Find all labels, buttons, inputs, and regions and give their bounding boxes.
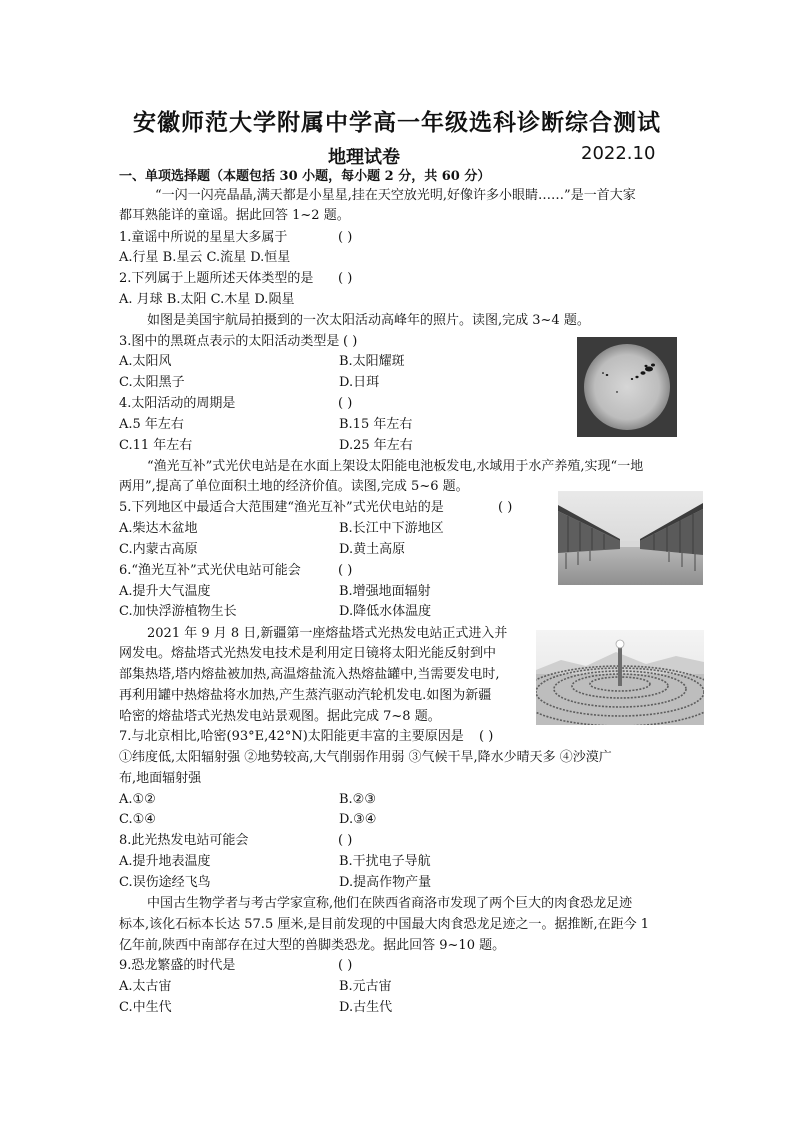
sunspot-photo bbox=[577, 337, 677, 437]
question-5-stem: 5.下列地区中最适合大范围建“渔光互补”式光伏电站的是 bbox=[119, 500, 444, 515]
sun-disk bbox=[584, 344, 670, 430]
question-3-option-d: D.日珥 bbox=[339, 375, 380, 390]
passage-5-line-3: 亿年前,陕西中南部存在过大型的兽脚类恐龙。据此回答 9~10 题。 bbox=[119, 938, 506, 953]
question-8-stem: 8.此光热发电站可能会 bbox=[119, 833, 249, 848]
question-6-option-c: C.加快浮游植物生长 bbox=[119, 604, 237, 619]
question-6-option-b: B.增强地面辐射 bbox=[339, 584, 431, 599]
question-7-option-c: C.①④ bbox=[119, 812, 156, 827]
question-1-options: A.行星 B.星云 C.流星 D.恒星 bbox=[119, 250, 291, 265]
question-4-blank: ( ) bbox=[338, 396, 353, 411]
question-6-option-a: A.提升大气温度 bbox=[119, 584, 211, 599]
question-7-blank: ( ) bbox=[479, 729, 494, 744]
question-7-items-line-1: ①纬度低,太阳辐射强 ②地势较高,大气削弱作用弱 ③气候干旱,降水少晴天多 ④沙漠广 bbox=[119, 750, 612, 765]
question-2-blank: ( ) bbox=[338, 271, 353, 286]
question-8-option-c: C.误伤途经飞鸟 bbox=[119, 875, 211, 890]
exam-title: 安徽师范大学附属中学高一年级选科诊断综合测试 bbox=[133, 109, 661, 136]
passage-4-line-3: 部集热塔,塔内熔盐被加热,高温熔盐流入热熔盐罐中,当需要发电时, bbox=[119, 667, 500, 682]
passage-5-line-2: 标本,该化石标本长达 57.5 厘米,是目前发现的中国最大肉食恐龙足迹之一。据推断,在距今 1 bbox=[119, 917, 650, 932]
question-1-stem: 1.童谣中所说的星星大多属于 bbox=[119, 230, 288, 245]
question-8-blank: ( ) bbox=[338, 833, 353, 848]
exam-date: 2022.10 bbox=[581, 143, 656, 164]
question-7-option-b: B.②③ bbox=[339, 792, 376, 807]
question-4-option-c: C.11 年左右 bbox=[119, 438, 193, 453]
question-9-option-c: C.中生代 bbox=[119, 1000, 172, 1015]
passage-4-line-5: 哈密的熔盐塔式光热发电站景观图。据此完成 7~8 题。 bbox=[119, 709, 441, 724]
question-4-option-a: A.5 年左右 bbox=[119, 417, 184, 432]
question-5-option-b: B.长江中下游地区 bbox=[339, 521, 444, 536]
question-3-option-b: B.太阳耀斑 bbox=[339, 354, 405, 369]
question-5-option-a: A.柴达木盆地 bbox=[119, 521, 198, 536]
section-heading: 一、单项选择题（本题包括 30 小题，每小题 2 分，共 60 分） bbox=[119, 169, 491, 184]
question-5-blank: ( ) bbox=[498, 500, 513, 515]
question-7-stem: 7.与北京相比,哈密(93°E,42°N)太阳能更丰富的主要原因是 bbox=[119, 729, 464, 744]
question-3-option-c: C.太阳黑子 bbox=[119, 375, 185, 390]
passage-4-line-1: 2021 年 9 月 8 日,新疆第一座熔盐塔式光热发电站正式进入并 bbox=[147, 626, 508, 641]
question-9-option-a: A.太古宙 bbox=[119, 979, 172, 994]
question-7-items-line-2: 布,地面辐射强 bbox=[119, 771, 202, 786]
question-3-blank: ( ) bbox=[343, 334, 358, 349]
question-7-option-d: D.③④ bbox=[339, 812, 377, 827]
question-4-stem: 4.太阳活动的周期是 bbox=[119, 396, 236, 411]
question-3-option-a: A.太阳风 bbox=[119, 354, 172, 369]
question-2-stem: 2.下列属于上题所述天体类型的是 bbox=[119, 271, 314, 286]
exam-subtitle: 地理试卷 bbox=[328, 147, 400, 168]
question-9-stem: 9.恐龙繁盛的时代是 bbox=[119, 958, 236, 973]
question-9-option-d: D.古生代 bbox=[339, 1000, 393, 1015]
question-3-stem: 3.图中的黑斑点表示的太阳活动类型是 bbox=[119, 334, 340, 349]
question-4-option-b: B.15 年左右 bbox=[339, 417, 413, 432]
question-9-option-b: B.元古宙 bbox=[339, 979, 392, 994]
question-6-stem: 6.“渔光互补”式光伏电站可能会 bbox=[119, 563, 301, 578]
question-8-option-b: B.干扰电子导航 bbox=[339, 854, 431, 869]
passage-4-line-4: 再利用罐中热熔盐将水加热,产生蒸汽驱动汽轮机发电.如图为新疆 bbox=[119, 688, 492, 703]
question-2-options: A. 月球 B.太阳 C.木星 D.陨星 bbox=[119, 292, 295, 307]
passage-5-line-1: 中国古生物学者与考古学家宣称,他们在陕西省商洛市发现了两个巨大的肉食恐龙足迹 bbox=[147, 896, 633, 911]
passage-3-line-2: 两用”,提高了单位面积土地的经济价值。读图,完成 5~6 题。 bbox=[119, 479, 469, 494]
question-9-blank: ( ) bbox=[338, 958, 353, 973]
question-8-option-a: A.提升地表温度 bbox=[119, 854, 211, 869]
passage-2-line-1: 如图是美国宇航局拍摄到的一次太阳活动高峰年的照片。读图,完成 3~4 题。 bbox=[147, 313, 590, 328]
solar-thermal-plant-photo bbox=[536, 630, 704, 725]
passage-4-line-2: 网发电。熔盐塔式光热发电技术是利用定日镜将太阳光能反射到中 bbox=[119, 646, 497, 661]
question-6-blank: ( ) bbox=[338, 563, 353, 578]
question-6-option-d: D.降低水体温度 bbox=[339, 604, 432, 619]
question-1-blank: ( ) bbox=[338, 230, 353, 245]
question-8-option-d: D.提高作物产量 bbox=[339, 875, 432, 890]
question-5-option-c: C.内蒙古高原 bbox=[119, 542, 198, 557]
passage-1-line-2: 都耳熟能详的童谣。据此回答 1~2 题。 bbox=[119, 208, 350, 223]
passage-3-line-1: “渔光互补”式光伏电站是在水面上架设太阳能电池板发电,水域用于水产养殖,实现“一地 bbox=[147, 459, 644, 474]
fishery-solar-photo bbox=[558, 491, 703, 585]
question-5-option-d: D.黄土高原 bbox=[339, 542, 406, 557]
question-7-option-a: A.①② bbox=[119, 792, 156, 807]
passage-1-line-1: “一闪一闪亮晶晶,满天都是小星星,挂在天空放光明,好像许多小眼睛……”是一首大家 bbox=[155, 188, 636, 203]
question-4-option-d: D.25 年左右 bbox=[339, 438, 413, 453]
